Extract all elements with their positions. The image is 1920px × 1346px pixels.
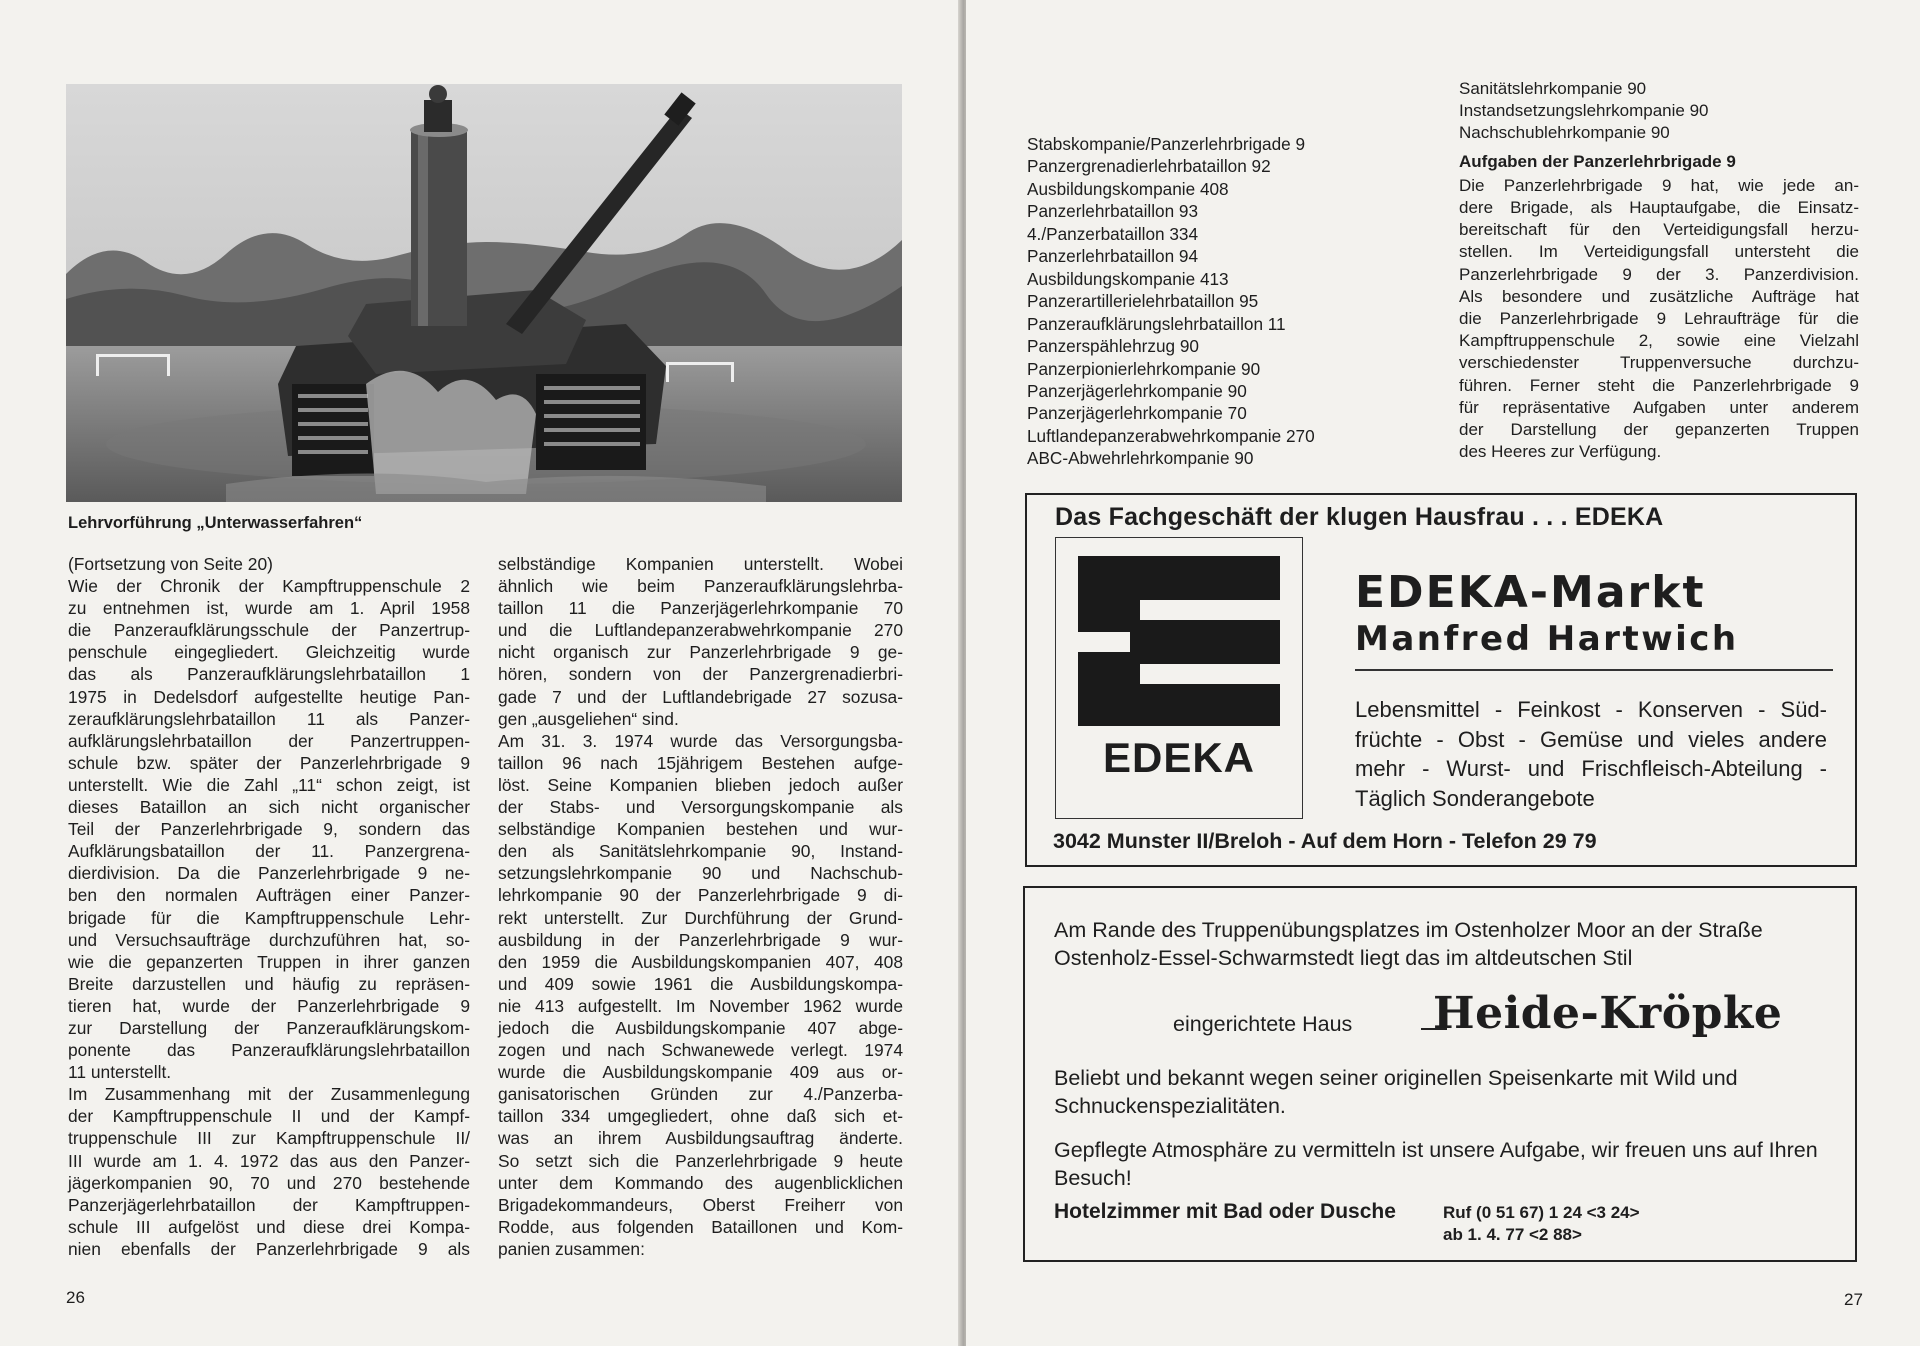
text-line: Kampftruppenschule 2, sowie eine Vielzahl: [1459, 331, 1859, 351]
text-line: dieses Bataillon an sich nicht organischer: [68, 797, 470, 818]
heide-description: Beliebt und bekannt wegen seiner originellen Speisenkarte mit Wild und Schnuckenspezialitäten.: [1054, 1066, 1738, 1118]
text-line: Brigadekommandeurs, Oberst Freiherr von: [498, 1194, 903, 1215]
list-item: Panzerartillerielehrbataillon 95: [1027, 291, 1259, 312]
text-line: und die Luftlandepanzerabwehrkompanie 270: [498, 620, 903, 641]
text-line: ausbildung in der Panzerlehrbrigade 9 wur-: [498, 929, 903, 950]
text-line: selbständige Kompanien bestehen und wur-: [498, 819, 903, 840]
phone-line: ab 1. 4. 77 <2 88>: [1443, 1225, 1582, 1244]
text-line: Rodde, aus folgenden Bataillonen und Kom-: [498, 1216, 903, 1237]
text-line: schule bzw. später der Panzerlehrbrigade 9: [68, 752, 470, 773]
unit-list: [1027, 133, 1315, 470]
edeka-e-icon: [1078, 556, 1280, 726]
edeka-goods: [1355, 695, 1827, 813]
text-line: setzungslehrkompanie 90 und Nachschub-: [498, 863, 903, 884]
edeka-logo-text: EDEKA: [1102, 734, 1256, 781]
text-line: So setzt sich die Panzerlehrbrigade 9 heute: [498, 1150, 903, 1171]
text-line: schule III aufgelöst und diese drei Kompa-: [68, 1216, 470, 1237]
text-line: und Versuchsaufträge durchzuführen hat, so-: [68, 929, 470, 950]
heide-intro: Am Rande des Truppenübungsplatzes im Ostenholzer Moor an der Straße Ostenholz-Essel-Schwarmstedt liegt das im altdeutschen Stil: [1054, 918, 1763, 970]
heide-hotel-rooms: Hotelzimmer mit Bad oder Dusche: [1054, 1200, 1396, 1223]
text-line: und 409 sowie 1961 die Ausbildungskompa-: [498, 973, 903, 994]
text-line: Breite darzustellen und häufig zu repräsen-: [68, 973, 470, 994]
tasks-heading: Aufgaben der Panzerlehrbrigade 9: [1459, 151, 1736, 171]
divider: [1355, 669, 1833, 671]
text-line: ganisatorischen Gründen zur 4./Panzerba-: [498, 1084, 903, 1105]
tank-photo: [66, 84, 902, 502]
text-line: früchte - Obst - Gemüse und vieles andere: [1355, 726, 1827, 752]
text-line: verschiedenster Truppenversuche durchzu-: [1459, 353, 1859, 373]
text-line: führen. Ferner steht die Panzerlehrbrigade 9: [1459, 375, 1859, 395]
text-line: gade 7 und der Luftlandebrigade 27 sozusa-: [498, 686, 903, 707]
text-line: mehr - Wurst- und Frischfleisch-Abteilung -: [1355, 756, 1827, 781]
edeka-market-name: EDEKA-Markt: [1355, 567, 1706, 618]
text-line: hören, sondern von der Panzergrenadierbri-: [498, 664, 903, 685]
list-item: Panzergrenadierlehrbataillon 92: [1027, 156, 1271, 177]
text-line: ponente das Panzeraufklärungslehrbataillon: [68, 1040, 470, 1061]
text-line: rekt unterstellt. Zur Durchführung der Grund-: [498, 907, 903, 928]
article-column-1: [68, 553, 470, 1260]
right-page: [966, 0, 1920, 1346]
text-line: taillon 96 nach 15jährigem Bestehen aufge-: [498, 752, 903, 773]
article-column-2: [498, 553, 903, 1260]
text-line: dierdivision. Da die Panzerlehrbrigade 9 ne-: [68, 863, 470, 884]
text-line: der Kampftruppenschule II und der Kampf-: [68, 1106, 470, 1127]
text-line: unterstellt. Wie die Zahl „11“ schon zeigt, ist: [68, 774, 470, 795]
text-line: für repräsentative Aufgaben unter anderem: [1459, 397, 1859, 417]
text-line: panien zusammen:: [498, 1238, 645, 1259]
list-item: Luftlandepanzerabwehrkompanie 270: [1027, 425, 1315, 446]
edeka-logo: [1055, 537, 1303, 819]
text-line: zur Darstellung der Panzeraufklärungskom-: [68, 1017, 470, 1038]
heide-name-logo: Heide-Kröpke: [1433, 988, 1783, 1039]
list-item: Instandsetzungslehrkompanie 90: [1459, 101, 1709, 121]
list-item: Sanitätslehrkompanie 90: [1459, 79, 1647, 98]
list-item: Ausbildungskompanie 413: [1027, 268, 1229, 289]
text-line: taillon 11 die Panzerjägerlehrkompanie 70: [498, 598, 903, 619]
text-line: bereitschaft für den Verteidigungsfall herzu-: [1459, 220, 1859, 240]
text-line: Aufklärungsbataillon der 11. Panzergrena-: [68, 841, 470, 862]
text-line: unter dem Kommando des augenblicklichen: [498, 1172, 903, 1193]
text-line: Teil der Panzerlehrbrigade 9, sondern das: [68, 819, 470, 840]
list-item: Panzerspählehrzug 90: [1027, 336, 1199, 357]
edeka-address: 3042 Munster II/Breloh - Auf dem Horn - Telefon 29 79: [1053, 829, 1597, 853]
text-line: aufklärungslehrbataillon der Panzertruppen-: [68, 730, 470, 751]
list-item: Stabskompanie/Panzerlehrbrigade 9: [1027, 134, 1306, 154]
text-line: selbständige Kompanien unterstellt. Wobei: [498, 554, 903, 574]
text-line: penschule eingegliedert. Gleichzeitig wurde: [68, 642, 470, 663]
text-line: den 1959 die Ausbildungskompanien 407, 408: [498, 951, 903, 972]
text-line: taillon 334 umgegliedert, ohne daß sich et-: [498, 1106, 903, 1127]
list-item: Panzerlehrbataillon 94: [1027, 246, 1199, 267]
tank-photo-graphic: [66, 84, 902, 502]
text-line: Lebensmittel - Feinkost - Konserven - Süd-: [1355, 697, 1827, 722]
text-line: Die Panzerlehrbrigade 9 hat, wie jede an-: [1459, 175, 1859, 195]
photo-caption: Lehrvorführung „Unterwasserfahren“: [68, 514, 363, 532]
text-line: der Darstellung der gepanzerten Truppen: [1459, 420, 1859, 440]
text-line: zeraufklärungslehrbataillon 11 als Panzer-: [68, 708, 470, 729]
text-line: (Fortsetzung von Seite 20): [68, 554, 273, 574]
list-item: Nachschublehrkompanie 90: [1459, 123, 1670, 143]
list-item: Panzerlehrbataillon 93: [1027, 201, 1199, 222]
text-line: gen „ausgeliehen“ sind.: [498, 708, 679, 729]
edeka-advertisement: [1025, 493, 1857, 867]
text-line: nien ebenfalls der Panzerlehrbrigade 9 als: [68, 1238, 470, 1259]
list-item: Panzerjägerlehrkompanie 70: [1027, 403, 1247, 424]
text-line: brigade für die Kampftruppenschule Lehr-: [68, 907, 470, 928]
text-line: lehrkompanie 90 der Panzerlehrbrigade 9 di-: [498, 885, 903, 906]
text-line: jägerkompanien 90, 70 und 270 bestehende: [68, 1172, 470, 1193]
text-line: ben den normalen Aufträgen einer Panzer-: [68, 885, 470, 906]
text-line: stellen. Im Verteidigungsfall untersteht die: [1459, 242, 1859, 262]
text-line: die Panzerlehrbrigade 9 Lehraufträge für die: [1459, 309, 1859, 329]
text-line: jedoch die Ausbildungskompanie 407 abge-: [498, 1017, 903, 1038]
text-line: Panzerlehrbrigade 9 der 3. Panzerdivision.: [1459, 264, 1859, 284]
text-line: nicht organisch zur Panzerlehrbrigade 9 ge-: [498, 642, 903, 663]
heide-invitation: Gepflegte Atmosphäre zu vermitteln ist unsere Aufgabe, wir freuen uns auf Ihren Besuch!: [1054, 1138, 1818, 1190]
text-line: III wurde am 1. 4. 1972 das aus den Panzer-: [68, 1150, 470, 1171]
text-line: wie die gepanzerten Truppen in ihrer ganzen: [68, 951, 470, 972]
text-line: 1975 in Dedelsdorf aufgestellte heutige Pan-: [68, 686, 470, 707]
edeka-owner: Manfred Hartwich: [1355, 619, 1739, 659]
list-item: Panzerpionierlehrkompanie 90: [1027, 358, 1261, 379]
text-line: truppenschule III zur Kampftruppenschule II/: [68, 1128, 470, 1149]
text-line: den als Sanitätslehrkompanie 90, Instand-: [498, 841, 903, 862]
heide-phone: [1443, 1202, 1640, 1246]
text-line: tieren hat, wurde der Panzerlehrbrigade 9: [68, 995, 470, 1016]
text-line: Täglich Sonderangebote: [1355, 785, 1595, 811]
text-line: Wie der Chronik der Kampftruppenschule 2: [68, 576, 470, 597]
text-line: dere Brigade, als Hauptaufgabe, die Einsatz-: [1459, 198, 1859, 218]
list-item: 4./Panzerbataillon 334: [1027, 223, 1199, 244]
text-line: löst. Seine Kompanien blieben jedoch außer: [498, 774, 903, 795]
list-item: Panzeraufklärungslehrbataillon 11: [1027, 313, 1286, 334]
list-item: Panzerjägerlehrkompanie 90: [1027, 380, 1247, 401]
page-number-right: 27: [1844, 1290, 1863, 1309]
text-line: wurde die Ausbildungskompanie 409 aus or-: [498, 1062, 903, 1083]
list-item: ABC-Abwehrlehrkompanie 90: [1027, 448, 1254, 469]
text-line: zu entnehmen ist, wurde am 1. April 1958: [68, 598, 470, 619]
text-line: nie 413 aufgestellt. Im November 1962 wurde: [498, 995, 903, 1016]
text-line: 11 unterstellt.: [68, 1062, 172, 1083]
text-line: das als Panzeraufklärungslehrbataillon 1: [68, 664, 470, 685]
text-line: was an ihrem Ausbildungsauftrag änderte.: [498, 1128, 903, 1149]
text-line: der Stabs- und Versorgungskompanie als: [498, 797, 903, 818]
edeka-headline: Das Fachgeschäft der klugen Hausfrau . . . EDEKA: [1055, 503, 1664, 531]
list-item: Ausbildungskompanie 408: [1027, 178, 1229, 199]
text-line: ähnlich wie beim Panzeraufklärungslehrba-: [498, 576, 903, 597]
heide-furnished: eingerichtete Haus: [1173, 1012, 1353, 1036]
phone-line: Ruf (0 51 67) 1 24 <3 24>: [1443, 1203, 1640, 1222]
text-line: Als besondere und zusätzliche Aufträge hat: [1459, 286, 1859, 306]
heide-kroepke-advertisement: [1023, 886, 1857, 1262]
text-line: des Heeres zur Verfügung.: [1459, 442, 1662, 462]
text-line: Panzerjägerlehrbataillon der Kampftruppen-: [68, 1194, 470, 1215]
text-line: die Panzeraufklärungsschule der Panzertrup-: [68, 620, 470, 641]
page-number-left: 26: [66, 1288, 85, 1307]
text-line: Am 31. 3. 1974 wurde das Versorgungsba-: [498, 730, 903, 751]
tasks-column: [1459, 78, 1859, 463]
text-line: Im Zusammenhang mit der Zusammenlegung: [68, 1084, 470, 1105]
text-line: zogen und nach Schwanewede verlegt. 1974: [498, 1040, 903, 1061]
